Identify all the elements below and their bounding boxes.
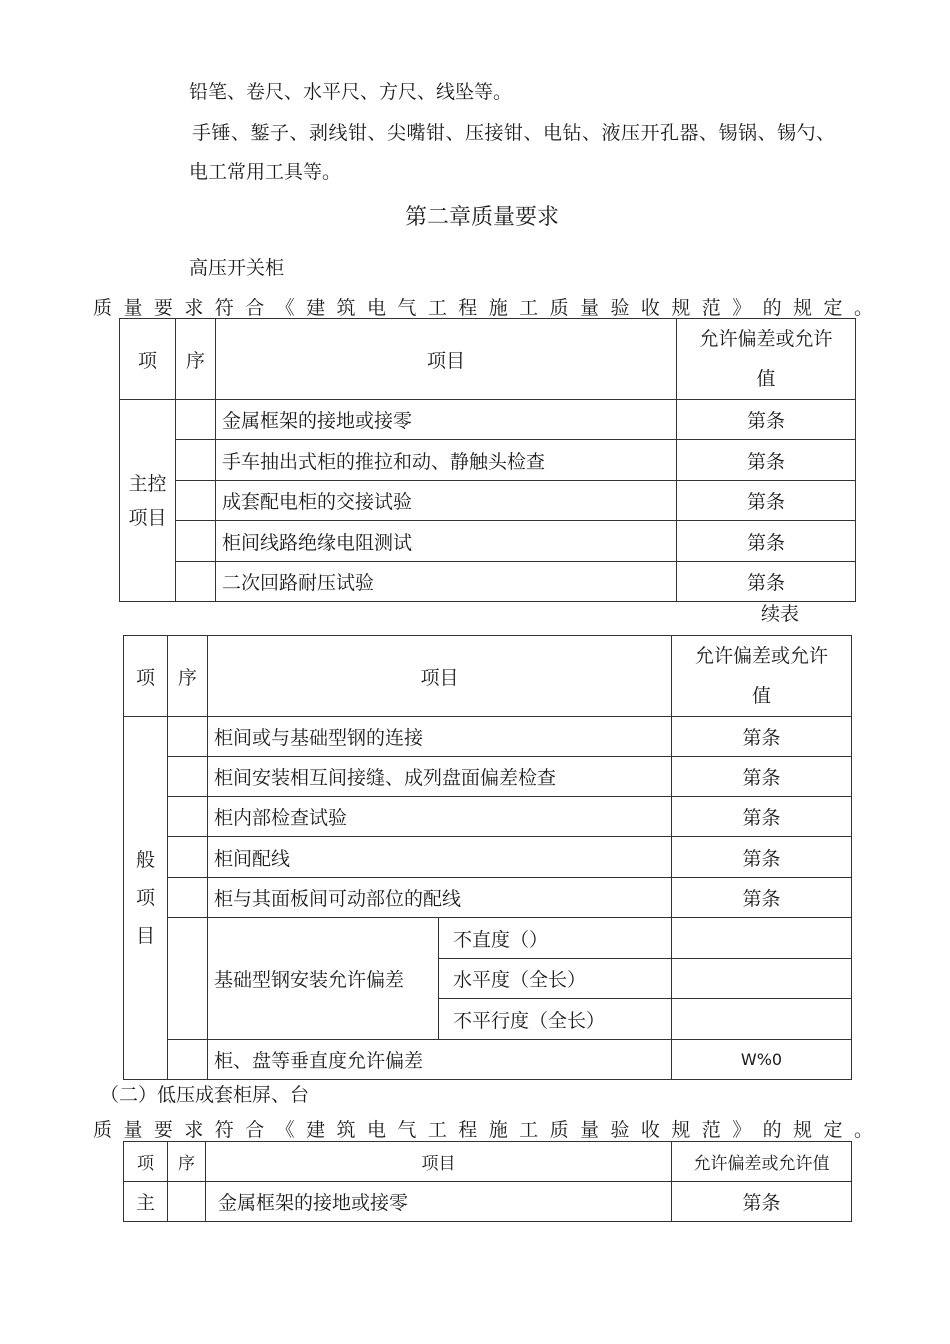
requirement-char: 电 — [366, 297, 386, 319]
requirement-char: 气 — [397, 1119, 417, 1141]
value-cell — [672, 959, 852, 999]
requirement-char: 求 — [184, 1119, 204, 1141]
table-row — [124, 717, 852, 757]
seq-cell — [168, 717, 208, 757]
item-cell: 柜间线路绝缘电阻测试 — [216, 521, 677, 562]
value-cell: 第条 — [677, 440, 856, 481]
table-row — [124, 1182, 852, 1222]
item-cell: 柜与其面板间可动部位的配线 — [208, 878, 672, 918]
requirement-char: 符 — [214, 1119, 234, 1141]
requirement-char: 施 — [488, 1119, 508, 1141]
value-cell: 第条 — [677, 481, 856, 521]
header-col-item-group: 项 — [124, 1142, 168, 1182]
foundation-sub-cell: 不直度（） — [439, 918, 672, 959]
requirement-char: 求 — [184, 297, 204, 319]
section-2-title: （二）低压成套柜屏、台 — [100, 1084, 310, 1106]
table-row — [120, 440, 856, 481]
value-cell — [672, 918, 852, 959]
requirement-char: 量 — [580, 1119, 600, 1141]
seq-cell — [168, 878, 208, 918]
item-cell: 金属框架的接地或接零 — [216, 400, 677, 440]
seq-cell — [176, 481, 216, 521]
requirement-char: 气 — [397, 297, 417, 319]
intro-line-3: 电工常用工具等。 — [189, 161, 342, 183]
header-tolerance-line2: 值 — [752, 685, 772, 707]
value-cell: 第条 — [672, 717, 852, 757]
header-col-item-group: 项 — [124, 636, 168, 717]
requirement-char: 合 — [245, 297, 265, 319]
table-high-voltage-general — [123, 635, 852, 1080]
foundation-sub-cell: 不平行度（全长） — [439, 999, 672, 1040]
requirement-char: 筑 — [336, 1119, 356, 1141]
header-tolerance-line1: 允许偏差或允许 — [695, 645, 829, 667]
requirement-char: 量 — [123, 297, 143, 319]
foundation-sub-cell: 水平度（全长） — [439, 959, 672, 999]
requirement-char: 质 — [549, 297, 569, 319]
requirement-char: 《 — [275, 1119, 295, 1141]
section-1-title: 高压开关柜 — [189, 257, 285, 279]
requirement-char: 收 — [640, 297, 660, 319]
requirement-char: 规 — [671, 297, 691, 319]
item-cell: 金属框架的接地或接零 — [206, 1182, 672, 1222]
value-cell: 第条 — [677, 400, 856, 440]
intro-line-2: 手锤、錾子、剥线钳、尖嘴钳、压接钳、电钻、液压开孔器、锡锅、锡勺、 — [192, 122, 836, 144]
item-cell: 成套配电柜的交接试验 — [216, 481, 677, 521]
table-header-row — [120, 319, 856, 400]
table-row — [124, 1040, 852, 1080]
requirement-char: 工 — [519, 297, 539, 319]
seq-cell — [168, 1182, 206, 1222]
requirement-char: 定 — [823, 1119, 843, 1141]
requirement-char: 》 — [732, 297, 752, 319]
item-cell: 手车抽出式柜的推拉和动、静触头检查 — [216, 440, 677, 481]
requirement-char: 范 — [701, 1119, 721, 1141]
table-row — [124, 878, 852, 918]
requirement-char: 工 — [519, 1119, 539, 1141]
table-row — [120, 481, 856, 521]
requirement-char: 筑 — [336, 297, 356, 319]
header-col-item: 项目 — [206, 1142, 672, 1182]
group-label-char-1: 般 — [135, 849, 155, 871]
value-cell: 第条 — [672, 797, 852, 837]
header-col-seq: 序 — [168, 636, 208, 717]
value-cell: W%0 — [672, 1040, 852, 1080]
requirement-char: 合 — [245, 1119, 265, 1141]
requirement-char: 规 — [793, 1119, 813, 1141]
intro-line-1: 铅笔、卷尺、水平尺、方尺、线坠等。 — [189, 81, 513, 103]
seq-cell — [176, 562, 216, 602]
foundation-item-cell: 基础型钢安装允许偏差 — [208, 918, 439, 1040]
requirement-char: 要 — [153, 1119, 173, 1141]
requirement-char: 质 — [93, 1119, 113, 1141]
seq-cell — [176, 521, 216, 562]
seq-cell — [176, 440, 216, 481]
header-col-seq: 序 — [176, 319, 216, 400]
table-row — [124, 837, 852, 878]
requirement-char: 符 — [214, 297, 234, 319]
requirement-char: 规 — [671, 1119, 691, 1141]
requirement-char: 建 — [306, 297, 326, 319]
requirement-char: 收 — [640, 1119, 660, 1141]
requirement-char: 建 — [306, 1119, 326, 1141]
requirement-char: 工 — [427, 297, 447, 319]
table-row — [120, 400, 856, 440]
requirement-char: 的 — [762, 297, 782, 319]
seq-cell — [168, 757, 208, 797]
chapter-title: 第二章质量要求 — [405, 205, 560, 230]
requirement-char: 施 — [488, 297, 508, 319]
table-row — [120, 562, 856, 602]
requirement-char: 量 — [123, 1119, 143, 1141]
value-cell: 第条 — [677, 521, 856, 562]
item-cell: 柜内部检查试验 — [208, 797, 672, 837]
requirement-char: 质 — [93, 297, 113, 319]
requirement-char: 的 — [762, 1119, 782, 1141]
header-col-tolerance: 允许偏差或允许值 — [672, 1142, 852, 1182]
table-row — [124, 757, 852, 797]
requirement-char: 规 — [793, 297, 813, 319]
requirement-char: 要 — [153, 297, 173, 319]
header-col-tolerance — [672, 636, 852, 717]
item-cell: 柜、盘等垂直度允许偏差 — [208, 1040, 672, 1080]
group-label-line1: 主控 — [128, 472, 167, 495]
group-label-line2: 项目 — [128, 506, 167, 529]
table-header-row — [124, 1142, 852, 1182]
item-cell: 柜间安装相互间接缝、成列盘面偏差检查 — [208, 757, 672, 797]
continued-label: 续表 — [761, 603, 800, 625]
requirement-char: 范 — [701, 297, 721, 319]
group-label-char-2: 项 — [135, 887, 155, 909]
item-cell: 柜间配线 — [208, 837, 672, 878]
table-row — [124, 918, 852, 959]
table-low-voltage — [123, 1141, 852, 1222]
requirement-char: 质 — [549, 1119, 569, 1141]
header-col-seq: 序 — [168, 1142, 206, 1182]
header-tolerance-line2: 值 — [756, 368, 776, 390]
value-cell: 第条 — [672, 878, 852, 918]
seq-cell — [168, 918, 208, 1040]
table-row — [124, 797, 852, 837]
value-cell: 第条 — [672, 837, 852, 878]
table-high-voltage-main — [119, 318, 856, 602]
requirement-char: 验 — [610, 1119, 630, 1141]
requirement-char: 。 — [853, 297, 873, 319]
item-cell: 二次回路耐压试验 — [216, 562, 677, 602]
value-cell — [672, 999, 852, 1040]
header-col-item-group: 项 — [120, 319, 176, 400]
group-label-main: 主 — [124, 1182, 168, 1222]
requirement-char: 《 — [275, 297, 295, 319]
seq-cell — [168, 797, 208, 837]
seq-cell — [176, 400, 216, 440]
group-label-general — [124, 717, 168, 1080]
value-cell: 第条 — [672, 1182, 852, 1222]
header-col-item: 项目 — [216, 319, 677, 400]
requirement-char: 定 — [823, 297, 843, 319]
requirement-char: 工 — [427, 1119, 447, 1141]
group-label-main-control — [120, 400, 176, 602]
requirement-char: 验 — [610, 297, 630, 319]
requirement-char: 。 — [853, 1119, 873, 1141]
table-row — [120, 521, 856, 562]
item-cell: 柜间或与基础型钢的连接 — [208, 717, 672, 757]
header-col-tolerance — [677, 319, 856, 400]
requirement-char: 量 — [580, 297, 600, 319]
header-col-item: 项目 — [208, 636, 672, 717]
section-1-requirement — [93, 296, 873, 320]
seq-cell — [168, 1040, 208, 1080]
requirement-char: 程 — [458, 297, 478, 319]
table-header-row — [124, 636, 852, 717]
requirement-char: 电 — [366, 1119, 386, 1141]
value-cell: 第条 — [677, 562, 856, 602]
header-tolerance-line1: 允许偏差或允许 — [699, 328, 833, 350]
section-2-requirement — [93, 1118, 873, 1142]
group-label-char-3: 目 — [135, 925, 155, 947]
seq-cell — [168, 837, 208, 878]
requirement-char: 》 — [732, 1119, 752, 1141]
requirement-char: 程 — [458, 1119, 478, 1141]
value-cell: 第条 — [672, 757, 852, 797]
